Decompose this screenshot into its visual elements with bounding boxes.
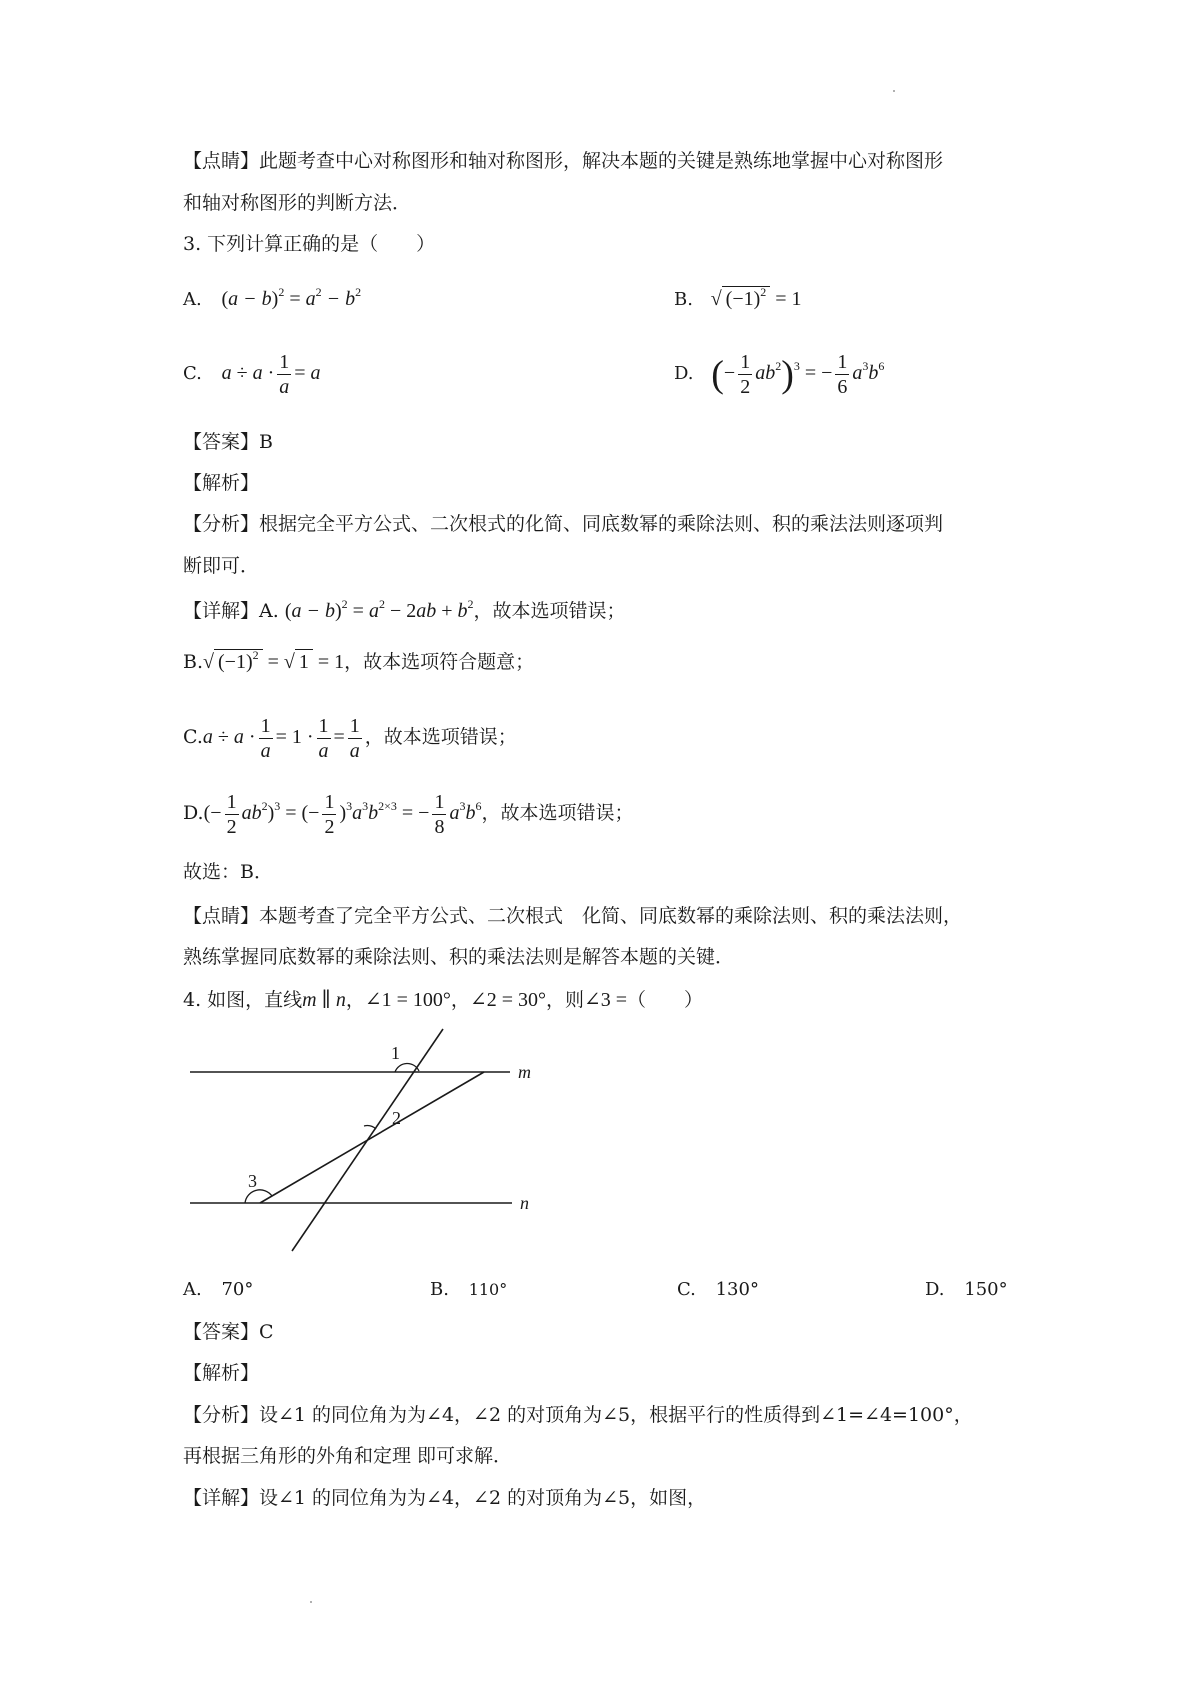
angle-3-query: ∠3 = <box>584 989 628 1011</box>
question-3-stem: 3. 下列计算正确的是（ ） <box>183 233 436 255</box>
formula-a: $(a - b)^2 = a^2 - b^2$ <box>221 285 362 310</box>
intro-line-2: 和轴对称图形的判断方法． <box>183 192 412 214</box>
option-label: B. <box>674 289 693 310</box>
stem-text: （ ） <box>627 989 704 1011</box>
stem-text: ， <box>450 989 470 1011</box>
formula-d: (− $\frac{1}{2}$ $ab^2)^3$ = − $\frac{1}{6}$ $a^3b^6$ <box>711 351 885 398</box>
angle-1-value: ∠1 = 100° <box>364 989 451 1011</box>
detail-suffix: ，故本选项错误； <box>473 600 626 622</box>
detail-prefix: C. <box>183 726 203 749</box>
option-value: 130° <box>715 1279 759 1300</box>
figure-label-m: m <box>518 1062 531 1082</box>
question-4-stem <box>183 987 703 1013</box>
q3-option-c <box>183 350 321 399</box>
angle-2-arc <box>364 1126 376 1129</box>
figure-label-3: 3 <box>248 1171 257 1191</box>
q4-option-b <box>430 1277 507 1303</box>
detail-formula-a: $(a - b)^2 = a^2 - 2ab + b^2$ <box>284 597 474 622</box>
parallel-lines: m ∥ n <box>302 989 346 1011</box>
q4-option-c <box>677 1277 759 1303</box>
option-value: 150° <box>964 1279 1008 1300</box>
detail-formula-d: (− $\frac{1}{2}$ $ab^2)^3$ = (− $\frac{1}{2}$ )$^3a^3b^{2\times 3}$ = − $\frac{1}{8}$ $a^3b^6$ <box>203 791 482 838</box>
option-label: D. <box>925 1279 945 1300</box>
conclusion-3: 故选：B． <box>183 861 273 883</box>
analysis-4-line-1: 【分析】设∠1 的同位角为为∠4，∠2 的对顶角为∠5，根据平行的性质得到∠1=∠4=100°， <box>183 1404 973 1426</box>
figure-label-1: 1 <box>391 1043 400 1063</box>
q3-option-a <box>183 286 361 313</box>
answer-3: 【答案】B <box>183 431 273 453</box>
figure-label-n: n <box>520 1193 529 1213</box>
intro-line-1: 【点睛】此题考查中心对称图形和轴对称图形，解决本题的关键是熟练地掌握中心对称图形 <box>183 150 944 172</box>
detail-3-c <box>183 714 517 763</box>
option-label: B. <box>430 1279 449 1300</box>
detail-formula-b: √ $(-1)^2$ = √ 1 = 1 <box>203 648 345 673</box>
analysis-3-line-1: 【分析】根据完全平方公式、二次根式的化简、同底数幂的乘除法则、积的乘法法则逐项判 <box>183 513 944 535</box>
q3-option-b <box>674 286 802 313</box>
q3-option-d <box>674 350 884 399</box>
formula-c: a ÷ a · $\frac{1}{a}$ = a <box>221 351 321 398</box>
detail-3-d <box>183 790 633 839</box>
analysis-heading-3: 【解析】 <box>183 472 260 494</box>
scan-speck <box>310 1601 312 1603</box>
scan-speck <box>893 90 895 92</box>
key-point-3-line-2: 熟练掌握同底数幂的乘除法则、积的乘法法则是解答本题的关键． <box>183 946 735 968</box>
option-value: 110° <box>468 1280 508 1299</box>
transversal-2 <box>260 1072 484 1203</box>
stem-text: 4. 如图，直线 <box>183 989 303 1011</box>
stem-text: ， <box>345 989 365 1011</box>
detail-3-b <box>183 649 534 675</box>
q4-option-a <box>183 1277 253 1303</box>
key-point-3-line-1: 【点睛】本题考查了完全平方公式、二次根式 化简、同底数幂的乘除法则、积的乘法法则， <box>183 905 963 927</box>
option-label: A. <box>183 289 202 310</box>
option-label: C. <box>677 1279 696 1300</box>
detail-prefix: 【详解】A. <box>183 600 279 622</box>
q4-option-d <box>925 1277 1008 1303</box>
detail-3-a <box>183 598 626 624</box>
option-label: D. <box>674 363 694 385</box>
detail-prefix: B. <box>183 651 204 673</box>
detail-prefix: D. <box>183 802 204 825</box>
formula-b: √ $(-1)^2 = 1$ <box>710 285 802 310</box>
analysis-3-line-2: 断即可． <box>183 555 260 577</box>
angle-2-value: ∠2 = 30° <box>469 989 546 1011</box>
option-label: C. <box>183 363 202 385</box>
detail-suffix: ，故本选项符合题意； <box>344 651 535 673</box>
detail-4: 【详解】设∠1 的同位角为为∠4，∠2 的对顶角为∠5，如图， <box>183 1487 707 1509</box>
parallel-lines-figure <box>180 1025 540 1265</box>
option-label: A. <box>183 1279 202 1300</box>
figure-label-2: 2 <box>392 1108 401 1128</box>
option-value: 70° <box>221 1279 254 1300</box>
answer-4: 【答案】C <box>183 1321 274 1343</box>
analysis-heading-4: 【解析】 <box>183 1362 260 1384</box>
detail-formula-c: a ÷ a · $\frac{1}{a}$ = 1 · $\frac{1}{a}$ = $\frac{1}{a}$ <box>202 715 360 762</box>
detail-suffix: ，故本选项错误； <box>364 726 517 749</box>
detail-suffix: ，故本选项错误； <box>481 802 634 825</box>
analysis-4-line-2: 再根据三角形的外角和定理 即可求解． <box>183 1445 513 1467</box>
stem-text: ，则 <box>545 989 584 1011</box>
angle-3-arc <box>245 1190 272 1203</box>
